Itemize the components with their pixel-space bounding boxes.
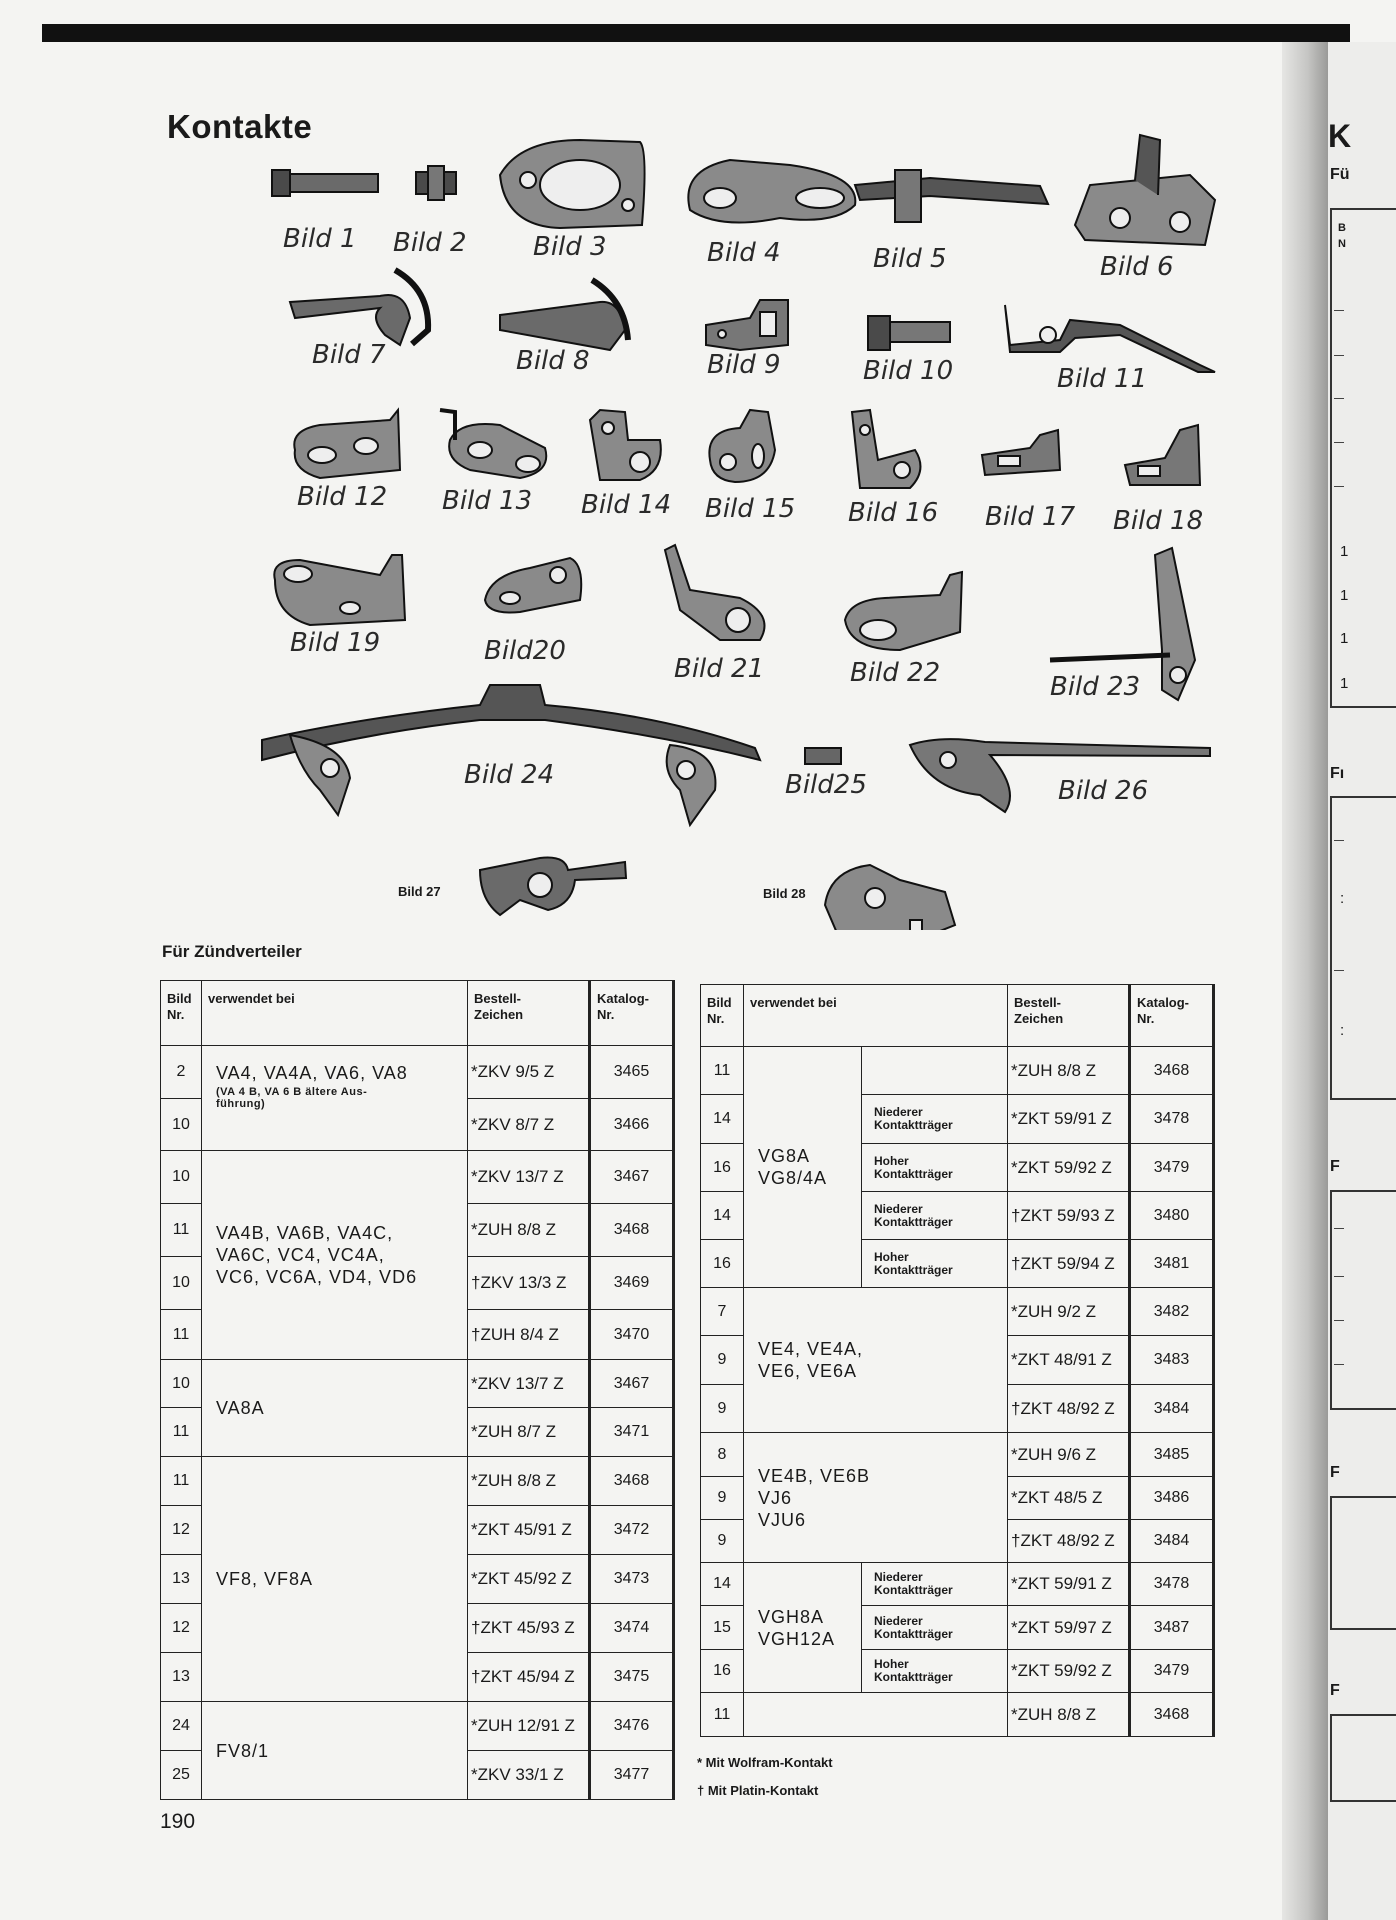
table-row: 24 FV8/1 *ZUH 12/91 Z 3476 bbox=[161, 1702, 674, 1751]
next-page-title: K bbox=[1328, 118, 1352, 154]
table-row: 10 *ZKV 8/7 Z 3466 bbox=[161, 1099, 674, 1151]
section-heading: Für Zündverteiler bbox=[162, 942, 302, 961]
bild-24-contact-bar-icon bbox=[262, 685, 760, 825]
table-row: 15 Niederer Kontaktträger *ZKT 59/97 Z 3487 bbox=[701, 1606, 1214, 1650]
next-page-rule bbox=[1334, 398, 1344, 399]
next-page-subtitle: Fü bbox=[1330, 166, 1350, 183]
table-row: 11 *ZUH 8/8 Z 3468 bbox=[161, 1204, 674, 1257]
figure-caption: Bild 1 bbox=[283, 224, 357, 254]
figure-caption: Bild 13 bbox=[442, 486, 533, 516]
header-bild: Bild Nr. bbox=[701, 985, 744, 1047]
table-row: 11 *ZUH 8/8 Z 3468 bbox=[701, 1693, 1214, 1737]
table-row: 9 *ZKT 48/91 Z 3483 bbox=[701, 1336, 1214, 1385]
header-katalog: Katalog- Nr. bbox=[590, 981, 674, 1046]
bild-16-contact-plate-icon bbox=[852, 410, 920, 488]
next-page-rule bbox=[1334, 1228, 1344, 1229]
bild-12-contact-plate-icon bbox=[294, 410, 400, 478]
bild-18-contact-bracket-icon bbox=[1125, 425, 1200, 485]
bild-8-contact-arm-icon bbox=[500, 280, 628, 350]
next-page-number: 1 bbox=[1340, 675, 1349, 692]
next-page-rule bbox=[1334, 1320, 1344, 1321]
bild-2-nut-bolt-icon bbox=[416, 166, 456, 200]
bild-17-contact-bracket-icon bbox=[982, 430, 1060, 475]
table-row: 14 Niederer Kontaktträger *ZKT 59/91 Z 3478 bbox=[701, 1095, 1214, 1144]
next-page-rule bbox=[1334, 1276, 1344, 1277]
table-row: 9 †ZKT 48/92 Z 3484 bbox=[701, 1385, 1214, 1433]
next-page-table bbox=[1330, 1190, 1396, 1410]
table-header bbox=[161, 981, 674, 1046]
next-page-number: 1 bbox=[1340, 587, 1349, 604]
figure-caption: Bild 2 bbox=[393, 228, 467, 258]
table-header bbox=[701, 985, 1214, 1047]
bild-1-screw-icon bbox=[272, 170, 378, 196]
header-bestell: Bestell- Zeichen bbox=[468, 981, 590, 1046]
table-row: 9 *ZKT 48/5 Z 3486 bbox=[701, 1477, 1214, 1520]
usage-cell: VA4, VA4A, VA6, VA8 (VA 4 B, VA 6 B ältere Aus- führung) bbox=[202, 1046, 468, 1151]
bild-10-screw-icon bbox=[868, 316, 950, 350]
figure-caption: Bild 16 bbox=[848, 498, 939, 528]
usage-cell: FV8/1 bbox=[202, 1702, 468, 1800]
table-row: 16 Hoher Kontaktträger *ZKT 59/92 Z 3479 bbox=[701, 1144, 1214, 1192]
table-row: 25 *ZKV 33/1 Z 3477 bbox=[161, 1751, 674, 1800]
bild-11-spring-arm-icon bbox=[1005, 305, 1215, 372]
bild-7-contact-arm-icon bbox=[290, 270, 428, 345]
book-gutter bbox=[1282, 42, 1328, 1920]
bild-28-contact-bracket-icon bbox=[825, 865, 955, 930]
table-row: 2 VA4, VA4A, VA6, VA8 (VA 4 B, VA 6 B ältere Aus- führung) *ZKV 9/5 Z 3465 bbox=[161, 1046, 674, 1099]
usage-cell: VGH8A VGH12A bbox=[744, 1563, 862, 1693]
catalog-table-right bbox=[700, 984, 1215, 1737]
table-row: 16 Hoher Kontaktträger *ZKT 59/92 Z 3479 bbox=[701, 1650, 1214, 1693]
bild-4-contact-plate-icon bbox=[688, 160, 855, 223]
figure-caption: Bild 26 bbox=[1058, 776, 1149, 806]
next-page-header: B N bbox=[1338, 222, 1346, 250]
figure-caption: Bild 4 bbox=[707, 238, 781, 268]
next-page-rule bbox=[1334, 310, 1344, 311]
catalog-table-left bbox=[160, 980, 675, 1800]
bild-3-contact-plate-icon bbox=[500, 140, 645, 228]
bild-5-contact-arm-icon bbox=[855, 170, 1048, 222]
table-row: 10 VA4B, VA6B, VA4C, VA6C, VC4, VC4A, VC6, VC6A, VD4, VD6 *ZKV 13/7 Z 3467 bbox=[161, 1151, 674, 1204]
next-page-section: Fı bbox=[1330, 765, 1345, 782]
table-row: 14 VGH8A VGH12A Niederer Kontaktträger *ZKT 59/91 Z 3478 bbox=[701, 1563, 1214, 1606]
bild-25-spring-icon bbox=[805, 748, 841, 764]
header-verwendet: verwendet bei bbox=[202, 981, 468, 1046]
figure-caption: Bild25 bbox=[785, 770, 867, 800]
table-row: 13 †ZKT 45/94 Z 3475 bbox=[161, 1653, 674, 1702]
header-verwendet: verwendet bei bbox=[744, 985, 1008, 1047]
next-page-number: 1 bbox=[1340, 630, 1349, 647]
usage-cell: VE4B, VE6B VJ6 VJU6 bbox=[744, 1433, 1008, 1563]
table-row: 11 VF8, VF8A *ZUH 8/8 Z 3468 bbox=[161, 1457, 674, 1506]
figure-caption: Bild 11 bbox=[1057, 364, 1148, 394]
table-row: 11 *ZUH 8/7 Z 3471 bbox=[161, 1408, 674, 1457]
next-page-mark: : bbox=[1340, 1022, 1345, 1039]
figure-caption: Bild 23 bbox=[1050, 672, 1141, 702]
bild-9-clip-icon bbox=[706, 300, 788, 350]
usage-cell: VA4B, VA6B, VA4C, VA6C, VC4, VC4A, VC6, VC6A, VD4, VD6 bbox=[202, 1151, 468, 1360]
figure-caption: Bild 19 bbox=[290, 628, 381, 658]
usage-cell bbox=[744, 1693, 1008, 1737]
table-row: 9 †ZKT 48/92 Z 3484 bbox=[701, 1520, 1214, 1563]
figure-caption: Bild 18 bbox=[1113, 506, 1204, 536]
bild-15-contact-plate-icon bbox=[709, 410, 775, 482]
next-page-rule bbox=[1334, 442, 1344, 443]
bild-19-contact-plate-icon bbox=[274, 555, 405, 625]
page-number: 190 bbox=[160, 1810, 196, 1833]
next-page-table bbox=[1330, 796, 1396, 1100]
next-page-rule bbox=[1334, 970, 1344, 971]
next-page-table bbox=[1330, 1714, 1396, 1802]
bild-6-contact-bracket-icon bbox=[1075, 135, 1215, 245]
usage-cell: VF8, VF8A bbox=[202, 1457, 468, 1702]
next-page-rule bbox=[1334, 840, 1344, 841]
next-page-section: F bbox=[1330, 1682, 1340, 1699]
bild-27-contact-arm-icon bbox=[480, 858, 626, 916]
header-bestell: Bestell- Zeichen bbox=[1008, 985, 1130, 1047]
figure-caption: Bild 27 bbox=[398, 884, 441, 899]
figure-caption: Bild20 bbox=[484, 636, 566, 666]
table-row: 13 *ZKT 45/92 Z 3473 bbox=[161, 1555, 674, 1604]
figure-caption: Bild 10 bbox=[863, 356, 954, 386]
table-row: 8 VE4B, VE6B VJ6 VJU6 *ZUH 9/6 Z 3485 bbox=[701, 1433, 1214, 1477]
figure-caption: Bild 8 bbox=[516, 346, 590, 376]
figure-caption: Bild 5 bbox=[873, 244, 947, 274]
figure-caption: Bild 21 bbox=[674, 654, 765, 684]
next-page-mark: : bbox=[1340, 890, 1345, 907]
parts-illustrations bbox=[0, 0, 1396, 930]
table-row: 11 †ZUH 8/4 Z 3470 bbox=[161, 1310, 674, 1360]
next-page-rule bbox=[1334, 355, 1344, 356]
usage-cell: VA8A bbox=[202, 1360, 468, 1457]
table-row: 12 *ZKT 45/91 Z 3472 bbox=[161, 1506, 674, 1555]
table-row: 11 VG8A VG8/4A *ZUH 8/8 Z 3468 bbox=[701, 1047, 1214, 1095]
figure-caption: Bild 12 bbox=[297, 482, 388, 512]
figure-caption: Bild 28 bbox=[763, 886, 806, 901]
bild-21-contact-plate-icon bbox=[665, 545, 765, 640]
footnote-wolfram: * Mit Wolfram-Kontakt bbox=[697, 1755, 833, 1770]
next-page-table bbox=[1330, 1496, 1396, 1630]
figure-caption: Bild 17 bbox=[985, 502, 1076, 532]
bild-13-contact-plate-icon bbox=[440, 410, 546, 478]
footnote-platin: † Mit Platin-Kontakt bbox=[697, 1783, 819, 1798]
table-row: 10 VA8A *ZKV 13/7 Z 3467 bbox=[161, 1360, 674, 1408]
bild-22-contact-plate-icon bbox=[845, 572, 962, 650]
figure-caption: Bild 22 bbox=[850, 658, 941, 688]
table-row: 12 †ZKT 45/93 Z 3474 bbox=[161, 1604, 674, 1653]
table-row: 14 Niederer Kontaktträger †ZKT 59/93 Z 3480 bbox=[701, 1192, 1214, 1240]
table-row: 16 Hoher Kontaktträger †ZKT 59/94 Z 3481 bbox=[701, 1240, 1214, 1288]
figure-caption: Bild 24 bbox=[464, 760, 555, 790]
usage-cell: VG8A VG8/4A bbox=[744, 1047, 862, 1288]
next-page-number: 1 bbox=[1340, 543, 1349, 560]
figure-caption: Bild 6 bbox=[1100, 252, 1174, 282]
bild-20-contact-plate-icon bbox=[485, 558, 581, 613]
figure-caption: Bild 14 bbox=[581, 490, 672, 520]
figure-caption: Bild 9 bbox=[707, 350, 781, 380]
figure-caption: Bild 7 bbox=[312, 340, 386, 370]
table-row: 10 †ZKV 13/3 Z 3469 bbox=[161, 1257, 674, 1310]
table-row: 7 VE4, VE4A, VE6, VE6A *ZUH 9/2 Z 3482 bbox=[701, 1288, 1214, 1336]
next-page-section: F bbox=[1330, 1464, 1340, 1481]
figure-caption: Bild 3 bbox=[533, 232, 607, 262]
next-page-section: F bbox=[1330, 1158, 1340, 1175]
next-page-rule bbox=[1334, 1364, 1344, 1365]
header-bild: Bild Nr. bbox=[161, 981, 202, 1046]
header-katalog: Katalog- Nr. bbox=[1130, 985, 1214, 1047]
next-page-rule bbox=[1334, 486, 1344, 487]
usage-cell: VE4, VE4A, VE6, VE6A bbox=[744, 1288, 1008, 1433]
page-title: Kontakte bbox=[167, 108, 313, 145]
bild-14-contact-plate-icon bbox=[590, 410, 661, 480]
figure-caption: Bild 15 bbox=[705, 494, 796, 524]
